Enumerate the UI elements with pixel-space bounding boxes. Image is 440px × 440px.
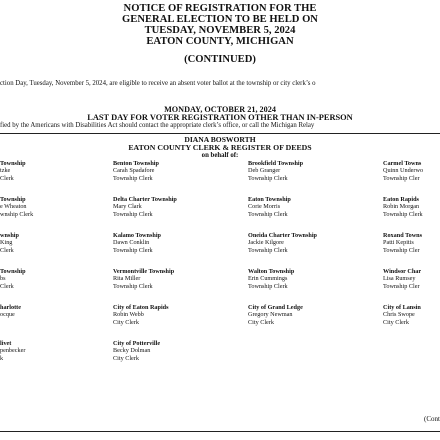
clerk-entry (383, 160, 440, 182)
clerk-name: Erin Cummings (248, 275, 288, 283)
clerk-title: Township Clerk (248, 246, 288, 254)
township-name: Oneida Charter Township (248, 232, 317, 239)
clerk-name: King (0, 239, 13, 247)
clerk-entry (113, 340, 243, 362)
clerk-title: Township Cler (383, 246, 420, 254)
township-name: Township (0, 196, 26, 203)
clerk-title: Township Clerk (383, 210, 423, 218)
township-name: Township (0, 160, 26, 167)
clerk-title: City Clerk (113, 318, 139, 326)
on-behalf-label: on behalf of: (201, 152, 239, 159)
clerk-entry (248, 304, 378, 326)
township-name: City of Grand Ledge (248, 304, 303, 311)
township-name: Eaton Rapids (383, 196, 419, 203)
notice-title-line1: NOTICE OF REGISTRATION FOR THE (123, 3, 317, 14)
clerk-name: Patti Kepitis (383, 239, 414, 247)
clerk-entry (248, 160, 378, 182)
township-name: City of Eaton Rapids (113, 304, 169, 311)
signer-title: EATON COUNTY CLERK & REGISTER OF DEEDS (128, 143, 312, 152)
township-name: Delta Charter Township (113, 196, 177, 203)
township-name: Vermontville Township (113, 268, 175, 275)
clerk-title: Clerk (0, 246, 14, 254)
bottom-rule (0, 431, 440, 432)
township-name: Windsor Char (383, 268, 422, 275)
township-name: City of Potterville (113, 340, 161, 347)
clerk-title: Township Clerk (113, 246, 153, 254)
clerk-name: bs (0, 275, 6, 283)
clerk-title: wnship Clerk (0, 210, 34, 218)
township-name: Eaton Township (248, 196, 291, 203)
clerk-title: Township Clerk (113, 282, 153, 290)
clerk-title: Clerk (0, 174, 14, 182)
township-name: Walton Township (248, 268, 295, 275)
clerk-entry (113, 160, 243, 182)
registration-deadline: LAST DAY FOR VOTER REGISTRATION OTHER THAN IN-PERSON (87, 113, 353, 122)
township-name: Roxand Towns (383, 232, 423, 239)
clerk-title: Township Cler (383, 174, 420, 182)
township-name: Township (0, 268, 26, 275)
clerk-name: Jackie Kilgore (248, 239, 284, 247)
clerk-entry (248, 232, 378, 254)
clerk-entry (0, 232, 130, 254)
township-name: Brookfield Township (248, 160, 304, 167)
clerk-title: Township Clerk (248, 282, 288, 290)
clerk-title: Clerk (0, 282, 14, 290)
clerk-name: Corie Morris (248, 203, 281, 211)
clerk-name: Lisa Rumsey (383, 275, 416, 283)
clerk-entry (113, 232, 243, 254)
clerk-title: Township Clerk (248, 174, 288, 182)
ada-notice-text: fied by the Americans with Disabilities Act should contact the appropriate clerk’s office, or call the Michigan Relay (0, 122, 315, 129)
clerk-title: Township Cler (383, 282, 420, 290)
clerk-name: Deb Granger (248, 167, 281, 175)
clerk-column-4 (383, 160, 440, 350)
clerk-name: Robin Webb (113, 311, 144, 319)
clerk-entry (383, 232, 440, 254)
clerk-name: Chris Swope (383, 311, 415, 319)
clerk-name: e Wheaton (0, 203, 27, 211)
township-name: Kalamo Township (113, 232, 161, 239)
clerk-entry (0, 160, 130, 182)
clerk-entry (383, 304, 440, 326)
absent-voter-text: ction Day, Tuesday, November 5, 2024, are eligible to receive an absent voter ballot at the township or city clerk’s o (0, 80, 316, 87)
clerk-title: City Clerk (113, 354, 139, 362)
clerk-entry (0, 304, 130, 319)
clerk-name: Dawn Conklin (113, 239, 150, 247)
clerk-entry (0, 340, 130, 362)
township-name: Benton Township (113, 160, 159, 167)
clerk-name: Mary Clark (113, 203, 142, 211)
clerk-name: Carah Spadafore (113, 167, 155, 175)
clerk-entry (248, 268, 378, 290)
clerk-entry (0, 268, 130, 290)
clerk-entry (113, 196, 243, 218)
date-line: MONDAY, OCTOBER 21, 2024 (164, 105, 276, 114)
notice-title-line3: TUESDAY, NOVEMBER 5, 2024 (144, 25, 296, 36)
clerk-entry (248, 196, 378, 218)
divider-rule (0, 133, 440, 134)
township-name: livet (0, 340, 12, 347)
clerk-entry (383, 268, 440, 290)
clerk-title: Township Clerk (113, 210, 153, 218)
clerk-name: Gregory Newman (248, 311, 293, 319)
clerk-name: Becky Dolman (113, 347, 151, 355)
clerk-title: Township Clerk (113, 174, 153, 182)
signer-name: DIANA BOSWORTH (184, 135, 256, 144)
clerk-name: Quinn Underwo (383, 167, 424, 175)
clerk-title: City Clerk (383, 318, 409, 326)
clerk-entry (113, 304, 243, 326)
notice-title-line4: EATON COUNTY, MICHIGAN (146, 36, 294, 47)
clerk-name: penbecker (0, 347, 26, 355)
clerk-title: City Clerk (248, 318, 274, 326)
clerk-entry (383, 196, 440, 218)
township-name: wnship (0, 232, 19, 239)
township-name: Carmel Towns (383, 160, 422, 167)
clerk-title: Township Clerk (248, 210, 288, 218)
township-name: harlotte (0, 304, 21, 311)
clerk-name: tzke (0, 167, 11, 175)
clerk-title: k (0, 354, 4, 362)
clerk-entry (0, 196, 130, 218)
clerk-name: Robin Morgan (383, 203, 420, 211)
clerk-entry (113, 268, 243, 290)
continued-footer: (Cont (424, 415, 440, 423)
continued-label: (CONTINUED) (184, 54, 256, 65)
clerk-name: ocque (0, 311, 15, 319)
notice-title-line2: GENERAL ELECTION TO BE HELD ON (122, 14, 318, 25)
township-name: City of Lansin (383, 304, 421, 311)
clerk-name: Rita Miller (113, 275, 141, 283)
